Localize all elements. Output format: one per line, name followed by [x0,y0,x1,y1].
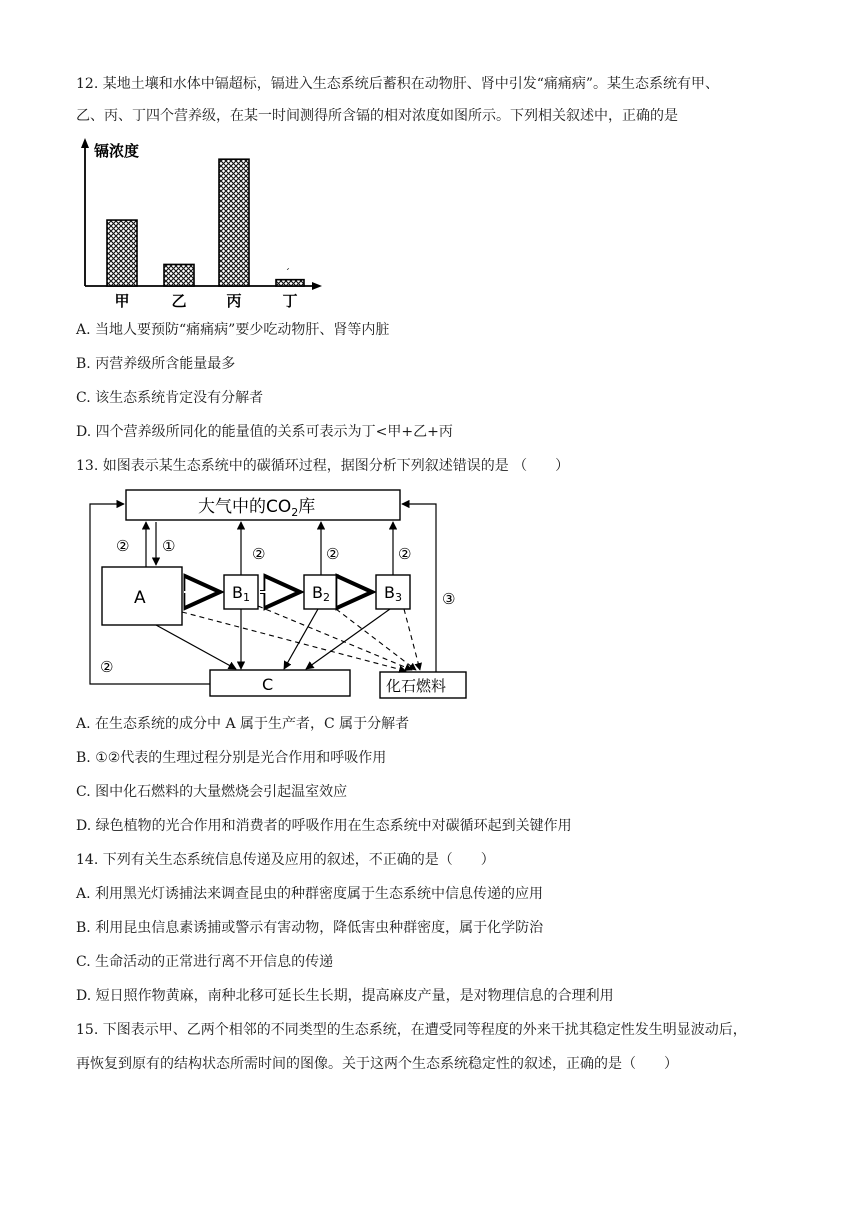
mark-2-a: ② [116,537,130,555]
q14-option-a[interactable]: A. 利用黑光灯诱捕法来调查昆虫的种群密度属于生态系统中信息传递的应用 [76,886,544,902]
q12-option-b[interactable]: B. 丙营养级所含能量最多 [76,356,236,372]
q12-stem-line1: 12. 某地土壤和水体中镉超标，镉进入生态系统后蓄积在动物肝、肾中引发“痛痛病”。某生态系统有甲、 [76,76,720,92]
fossil-fuel-label: 化石燃料 [386,677,447,695]
node-b3-label: B3 [384,583,402,604]
node-c-label: C [262,675,274,694]
mark-2-c: ② [100,658,114,676]
q14-stem: 14. 下列有关生态系统信息传递及应用的叙述，不正确的是（ ） [76,852,495,868]
arrow-b3-to-c [306,609,390,669]
q12-option-d[interactable]: D. 四个营养级所同化的能量值的关系可表示为丁<甲+乙+丙 [76,424,453,440]
q12-option-c[interactable]: C. 该生态系统肯定没有分解者 [76,390,264,406]
node-b2-label: B2 [312,583,330,604]
mark-2-b2: ② [326,545,340,563]
category-label-4: 丁 [282,292,298,310]
mark-3-fuel: ③ [442,590,456,608]
y-axis-arrow [81,138,89,148]
cadmium-bar-chart [76,136,336,314]
q13-stem: 13. 如图表示某生态系统中的碳循环过程，据图分析下列叙述错误的是 （ ） [76,458,570,474]
arrow-b2-to-c [284,609,318,669]
dash-b3-to-fuel [404,609,420,670]
stray-mark: ˊ [285,268,290,279]
bar-1 [107,220,137,286]
q13-option-b[interactable]: B. ①②代表的生理过程分别是光合作用和呼吸作用 [76,750,387,766]
bar-3 [219,159,249,286]
mark-1-a: ① [162,537,176,555]
q14-option-c[interactable]: C. 生命活动的正常进行离不开信息的传递 [76,954,334,970]
q15-stem-line2: 再恢复到原有的结构状态所需时间的图像。关于这两个生态系统稳定性的叙述，正确的是（ ） [76,1056,678,1072]
q13-option-c[interactable]: C. 图中化石燃料的大量燃烧会引起温室效应 [76,784,348,800]
category-label-1: 甲 [114,292,130,310]
bar-2 [164,264,194,286]
q12-option-a[interactable]: A. 当地人要预防“痛痛病”要少吃动物肝、肾等内脏 [76,322,390,338]
mark-2-b1: ② [252,545,266,563]
carbon-cycle-diagram [86,486,470,702]
x-axis-arrow [312,282,322,290]
q15-stem-line1: 15. 下图表示甲、乙两个相邻的不同类型的生态系统，在遭受同等程度的外来干扰其稳定性发生明显波动后， [76,1022,747,1038]
q13-option-d[interactable]: D. 绿色植物的光合作用和消费者的呼吸作用在生态系统中对碳循环起到关键作用 [76,818,572,834]
node-b1-label: B1 [232,583,250,604]
category-label-2: 乙 [171,292,187,310]
mark-2-b3: ② [398,545,412,563]
q12-stem-line2: 乙、丙、丁四个营养级，在某一时间测得所含镉的相对浓度如图所示。下列相关叙述中，正确的是 [76,108,678,124]
y-axis-label: 镉浓度 [94,142,140,160]
q14-option-d[interactable]: D. 短日照作物黄麻，南种北移可延长生长期，提高麻皮产量，是对物理信息的合理利用 [76,988,614,1004]
node-a-label: A [134,588,146,608]
q14-option-b[interactable]: B. 利用昆虫信息素诱捕或警示有害动物，降低害虫种群密度，属于化学防治 [76,920,544,936]
category-label-3: 丙 [226,292,242,310]
node-c-box [210,670,350,696]
bar-4 [276,280,304,286]
arrow-a-to-c [156,625,236,669]
atmosphere-label: 大气中的$CO_2$库 [198,497,316,519]
q13-option-a[interactable]: A. 在生态系统的成分中 A 属于生产者，C 属于分解者 [76,716,410,732]
